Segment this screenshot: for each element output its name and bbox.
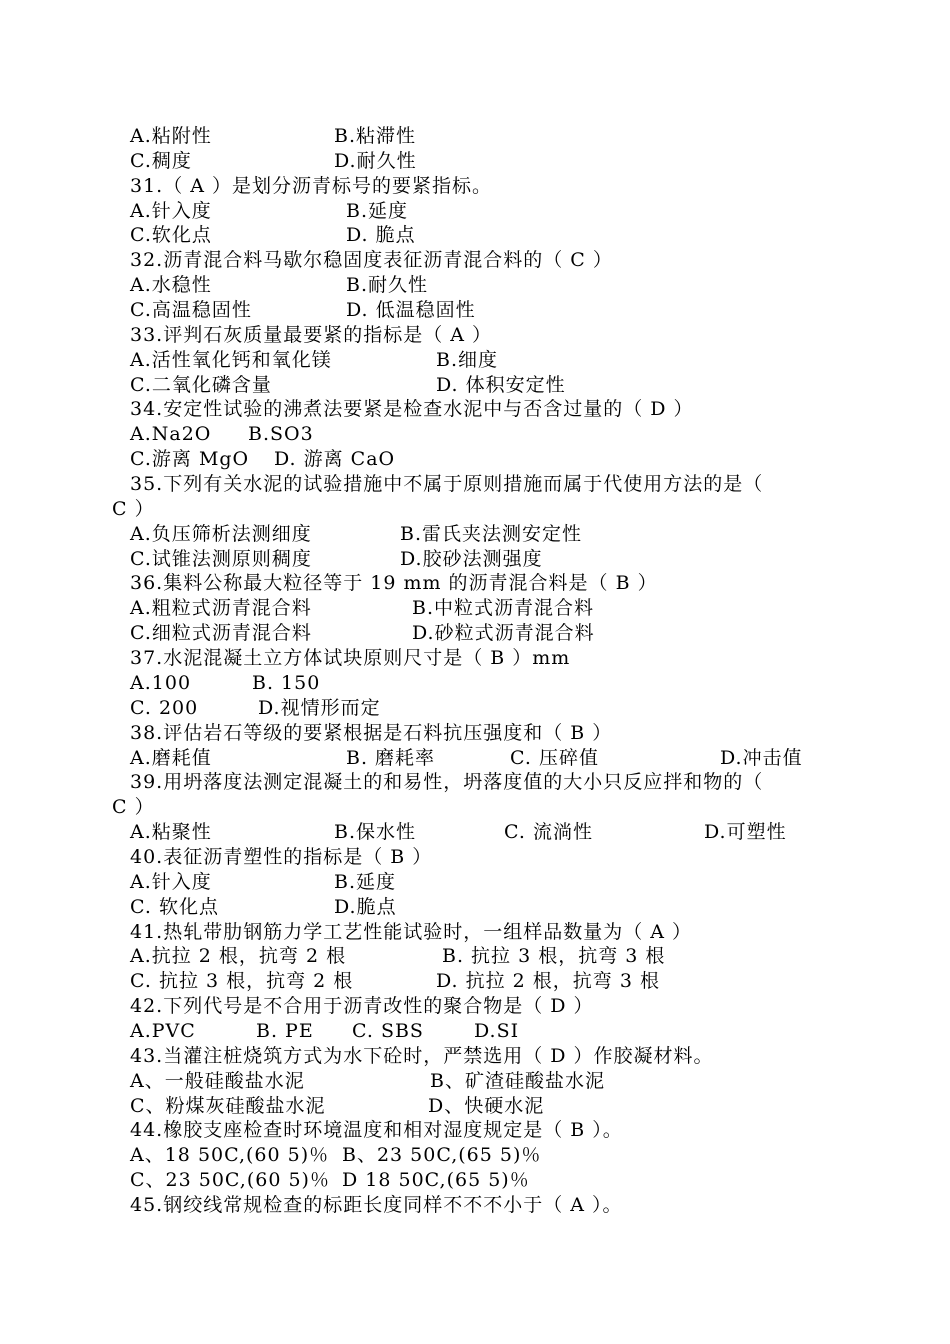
question-text: 33.评判石灰质量最要紧的指标是（ A ） — [130, 323, 493, 346]
answer-option: D.冲击值 — [720, 746, 803, 769]
answer-option: A.粘聚性 — [130, 821, 212, 844]
answer-option: B.中粒式沥青混合料 — [412, 597, 595, 620]
question-text: 41.热轧带肋钢筋力学工艺性能试验时，一组样品数量为（ A ） — [130, 920, 693, 943]
question-text: 37.水泥混凝土立方体试块原则尺寸是（ B ）mm — [130, 647, 571, 670]
question-text: 45.钢绞线常规检查的标距长度同样不不不小于（ A ）。 — [130, 1193, 623, 1216]
answer-option: C. 压碎值 — [510, 746, 599, 769]
answer-option: A.活性氧化钙和氧化镁 — [130, 348, 332, 371]
answer-option: A.100 — [130, 671, 192, 694]
answer-option: C.游离 MgO — [130, 448, 250, 471]
question-text: 35.下列有关水泥的试验措施中不属于原则措施而属于代使用方法的是（ — [130, 473, 764, 496]
answer-option: B.保水性 — [334, 821, 417, 844]
answer-option: B、23 50C,(65 5)％ — [342, 1144, 542, 1167]
question-text-continuation: C ） — [112, 497, 155, 520]
answer-option: A、18 50C,(60 5)％ — [130, 1144, 330, 1167]
question-text: 44.橡胶支座检查时环境温度和相对湿度规定是（ B ）。 — [130, 1119, 623, 1142]
answer-option: B. 150 — [252, 671, 321, 694]
answer-option: D.SI — [474, 1019, 520, 1042]
question-text: 40.表征沥青塑性的指标是（ B ） — [130, 845, 433, 868]
answer-option: C、23 50C,(60 5)％ — [130, 1169, 330, 1192]
answer-option: C. 流淌性 — [504, 821, 593, 844]
answer-option: A.针入度 — [130, 199, 212, 222]
answer-option: A.粘附性 — [130, 125, 212, 147]
answer-option: C.细粒式沥青混合料 — [130, 622, 312, 645]
answer-option: C.试锥法测原则稠度 — [130, 547, 312, 570]
answer-option: C.二氧化磷含量 — [130, 373, 272, 396]
answer-option: C.稠度 — [130, 149, 192, 172]
answer-option: D. 脆点 — [346, 224, 416, 247]
answer-option: B. 抗拉 3 根，抗弯 3 根 — [442, 945, 666, 968]
answer-option: A.Na2O — [130, 423, 212, 446]
answer-option: C.软化点 — [130, 224, 212, 247]
question-text: 38.评估岩石等级的要紧根据是石料抗压强度和（ B ） — [130, 721, 613, 744]
answer-option: A.负压筛析法测细度 — [130, 522, 312, 545]
answer-option: B.雷氏夹法测安定性 — [400, 522, 583, 545]
question-text-continuation: C ） — [112, 796, 155, 819]
question-text: 39.用坍落度法测定混凝土的和易性，坍落度值的大小只反应拌和物的（ — [130, 771, 764, 794]
answer-option: C. 抗拉 3 根，抗弯 2 根 — [130, 970, 354, 993]
question-text: 32.沥青混合料马歇尔稳固度表征沥青混合料的（ C ） — [130, 249, 613, 272]
answer-option: D.砂粒式沥青混合料 — [412, 622, 595, 645]
question-text: 43.当灌注桩烧筑方式为水下砼时，严禁选用（ D ）作胶凝材料。 — [130, 1044, 714, 1067]
answer-option: C.高温稳固性 — [130, 299, 252, 322]
answer-option: B.粘滞性 — [334, 125, 417, 147]
answer-option: D.脆点 — [334, 895, 397, 918]
answer-option: C. 软化点 — [130, 895, 219, 918]
answer-option: B.延度 — [334, 870, 397, 893]
answer-option: D. 低温稳固性 — [346, 299, 476, 322]
question-text: 31.（ A ）是划分沥青标号的要紧指标。 — [130, 174, 493, 197]
answer-option: B、矿渣硅酸盐水泥 — [430, 1069, 605, 1092]
answer-option: D.耐久性 — [334, 149, 417, 172]
question-text: 36.集料公称最大粒径等于 19 mm 的沥青混合料是（ B ） — [130, 572, 658, 595]
answer-option: B.延度 — [346, 199, 409, 222]
answer-option: D. 抗拉 2 根，抗弯 3 根 — [436, 970, 660, 993]
answer-option: C. 200 — [130, 696, 199, 719]
answer-option: D. 体积安定性 — [436, 373, 566, 396]
answer-option: B.SO3 — [248, 423, 314, 446]
answer-option: A、一般硅酸盐水泥 — [130, 1069, 305, 1092]
answer-option: B. 磨耗率 — [346, 746, 436, 769]
answer-option: C. SBS — [352, 1019, 424, 1042]
answer-option: D 18 50C,(65 5)％ — [342, 1169, 530, 1192]
answer-option: D.胶砂法测强度 — [400, 547, 543, 570]
answer-option: A.针入度 — [130, 870, 212, 893]
answer-option: D.视情形而定 — [258, 696, 381, 719]
answer-option: D、快硬水泥 — [428, 1094, 545, 1117]
answer-option: A.磨耗值 — [130, 746, 212, 769]
answer-option: A.水稳性 — [130, 274, 212, 297]
answer-option: B.细度 — [436, 348, 499, 371]
answer-option: A.抗拉 2 根，抗弯 2 根 — [130, 945, 347, 968]
answer-option: D.可塑性 — [704, 821, 787, 844]
answer-option: C、粉煤灰硅酸盐水泥 — [130, 1094, 326, 1117]
answer-option: D. 游离 CaO — [274, 448, 396, 471]
answer-option: B.耐久性 — [346, 274, 429, 297]
answer-option: B. PE — [256, 1019, 314, 1042]
answer-option: A.粗粒式沥青混合料 — [130, 597, 312, 620]
question-text: 42.下列代号是不合用于沥青改性的聚合物是（ D ） — [130, 995, 594, 1018]
answer-option: A.PVC — [130, 1019, 196, 1042]
question-text: 34.安定性试验的沸煮法要紧是检查水泥中与否含过量的（ D ） — [130, 398, 694, 421]
